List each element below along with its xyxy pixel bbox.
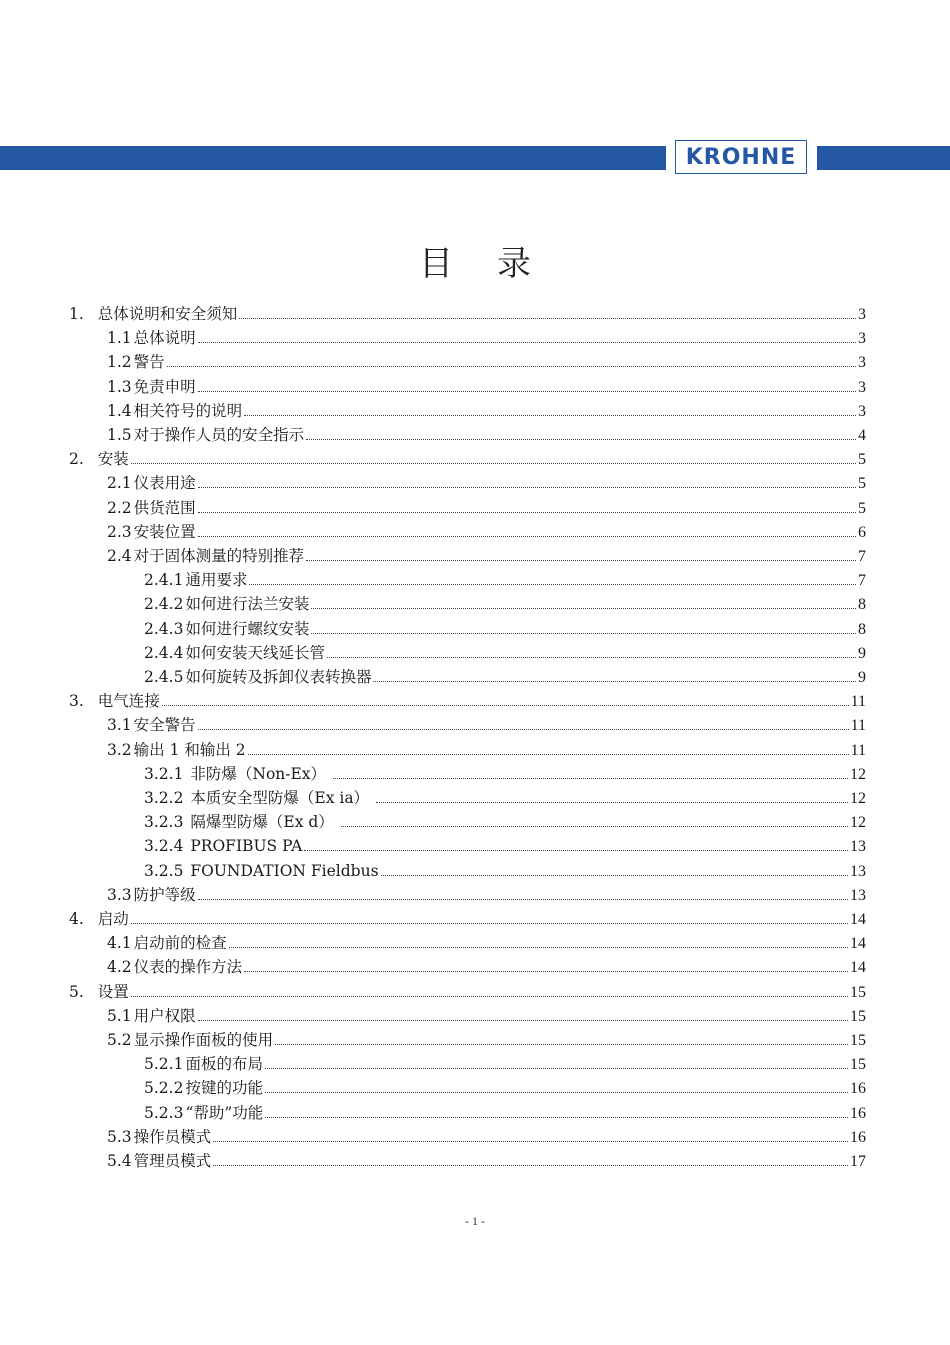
toc-entry[interactable] xyxy=(107,425,866,445)
toc-entry-label: “帮助”功能 xyxy=(185,1103,264,1122)
toc-entry-page: 15 xyxy=(850,1007,866,1025)
toc-entry-number: 5.2.3 xyxy=(144,1103,184,1122)
toc-leader-dots xyxy=(198,522,856,537)
toc-entry-label: 安装 xyxy=(97,450,129,469)
toc-entry-number: 5.4 xyxy=(107,1152,132,1170)
toc-entry-page: 9 xyxy=(858,644,866,662)
toc-entry-number: 5.1 xyxy=(107,1006,132,1025)
toc-entry-label: 按键的功能 xyxy=(185,1079,263,1098)
toc-entry-label: 面板的布局 xyxy=(185,1055,263,1074)
toc-entry-page: 7 xyxy=(858,548,866,565)
toc-entry[interactable] xyxy=(144,764,866,784)
toc-entry-label: 防护等级 xyxy=(133,885,196,904)
toc-entry[interactable] xyxy=(144,570,866,590)
toc-entry-number: 4. xyxy=(69,910,84,928)
toc-entry-label: 如何安装天线延长管 xyxy=(185,643,325,662)
toc-leader-dots xyxy=(167,352,856,367)
toc-entry[interactable] xyxy=(69,304,866,324)
toc-entry-page: 14 xyxy=(850,959,866,977)
toc-entry-number: 1.4 xyxy=(107,401,132,420)
toc-entry[interactable] xyxy=(107,377,866,397)
header-bar-left xyxy=(0,146,666,170)
toc-entry-label: 启动 xyxy=(97,910,129,928)
toc-entry-label: 用户权限 xyxy=(133,1006,196,1025)
toc-entry-number: 1.3 xyxy=(107,377,132,396)
toc-entry-label: 设置 xyxy=(97,982,129,1001)
toc-entry-page: 13 xyxy=(850,838,866,856)
toc-entry-number: 3.2.4 xyxy=(144,837,184,856)
toc-entry-label: 总体说明和安全须知 xyxy=(97,305,238,323)
toc-entry-page: 8 xyxy=(858,620,866,638)
toc-entry-page: 12 xyxy=(850,814,866,832)
toc-entry-number: 1.2 xyxy=(107,353,132,372)
toc-leader-dots xyxy=(265,1078,848,1093)
toc-entry[interactable] xyxy=(107,933,866,953)
toc-entry-page: 9 xyxy=(858,669,866,686)
toc-leader-dots xyxy=(244,401,856,416)
toc-entry[interactable] xyxy=(144,836,866,856)
toc-entry-page: 12 xyxy=(850,765,866,783)
toc-entry-page: 3 xyxy=(858,378,866,396)
toc-entry-page: 13 xyxy=(850,862,866,880)
toc-leader-dots xyxy=(373,667,856,682)
toc-entry-page: 3 xyxy=(858,402,866,420)
toc-entry-label: 非防爆（Non-Ex） xyxy=(185,764,331,783)
toc-entry-label: 安装位置 xyxy=(133,522,196,541)
toc-entry-label: 本质安全型防爆（Ex ia） xyxy=(185,789,374,807)
toc-entry[interactable] xyxy=(144,1078,866,1098)
toc-entry-page: 12 xyxy=(850,790,866,807)
toc-entry-label: 如何进行法兰安装 xyxy=(185,595,310,614)
toc-entry-page: 13 xyxy=(850,886,866,904)
toc-leader-dots xyxy=(306,546,856,561)
toc-entry-label: 相关符号的说明 xyxy=(133,401,243,420)
toc-entry-page: 11 xyxy=(850,717,866,735)
toc-entry[interactable] xyxy=(144,812,866,832)
toc-entry-page: 17 xyxy=(850,1153,866,1170)
toc-entry-page: 3 xyxy=(858,306,866,323)
toc-entry[interactable] xyxy=(144,1103,866,1123)
toc-entry-number: 3. xyxy=(69,692,84,711)
page-number: - 1 - xyxy=(465,1214,485,1228)
toc-entry[interactable] xyxy=(107,328,866,348)
toc-entry[interactable] xyxy=(69,982,866,1002)
toc-entry-page: 15 xyxy=(850,983,866,1001)
toc-entry-label: FOUNDATION Fieldbus xyxy=(185,861,379,880)
toc-leader-dots xyxy=(275,1030,848,1045)
toc-entry-label: 显示操作面板的使用 xyxy=(133,1031,274,1049)
toc-entry[interactable] xyxy=(69,449,866,469)
toc-leader-dots xyxy=(327,643,856,658)
toc-entry-page: 8 xyxy=(858,596,866,614)
toc-entry-label: 供货范围 xyxy=(133,498,196,517)
toc-entry-label: 如何旋转及拆卸仪表转换器 xyxy=(185,668,372,686)
toc-entry-label: 免责申明 xyxy=(133,377,196,396)
toc-leader-dots xyxy=(213,1127,848,1142)
toc-leader-dots xyxy=(229,933,848,948)
toc-entry[interactable] xyxy=(144,1054,866,1074)
toc-entry[interactable] xyxy=(69,691,866,711)
toc-entry[interactable] xyxy=(107,352,866,372)
toc-entry-number: 3.1 xyxy=(107,716,132,735)
toc-entry[interactable] xyxy=(107,885,866,905)
toc-leader-dots xyxy=(198,715,849,730)
toc-entry-number: 3.2 xyxy=(107,740,132,759)
toc-leader-dots xyxy=(198,377,856,392)
toc-entry-number: 2.2 xyxy=(107,498,132,517)
toc-leader-dots xyxy=(244,957,848,972)
toc-entry-number: 4.2 xyxy=(107,958,132,977)
toc-leader-dots xyxy=(265,1103,848,1118)
toc-entry-number: 5.2 xyxy=(107,1031,132,1049)
toc-entry[interactable] xyxy=(144,594,866,614)
toc-entry-page: 4 xyxy=(858,427,866,444)
toc-entry-number: 5.3 xyxy=(107,1127,132,1146)
toc-entry-number: 3.2.3 xyxy=(144,813,184,832)
toc-entry-page: 7 xyxy=(858,572,866,590)
toc-leader-dots xyxy=(311,619,856,634)
toc-leader-dots xyxy=(376,788,848,803)
toc-entry-number: 5.2.2 xyxy=(144,1079,184,1098)
toc-entry-page: 5 xyxy=(858,475,866,493)
toc-entry-number: 2.3 xyxy=(107,522,132,541)
toc-entry-number: 2.4 xyxy=(107,547,132,565)
toc-entry-page: 5 xyxy=(858,451,866,469)
toc-entry-number: 3.2.2 xyxy=(144,789,184,807)
toc-entry[interactable] xyxy=(107,740,866,760)
krohne-logo: KROHNE xyxy=(675,140,807,174)
toc-leader-dots xyxy=(248,740,849,755)
toc-entry-page: 16 xyxy=(850,1128,866,1146)
toc-leader-dots xyxy=(131,909,848,924)
toc-leader-dots xyxy=(198,473,856,488)
toc-entry-label: 对于固体测量的特别推荐 xyxy=(133,547,305,565)
toc-leader-dots xyxy=(198,1006,848,1021)
toc-entry-number: 5.2.1 xyxy=(144,1055,184,1074)
toc-leader-dots xyxy=(265,1054,848,1069)
toc-entry-page: 14 xyxy=(850,935,866,953)
toc-entry[interactable] xyxy=(144,861,866,881)
toc-entry-number: 5. xyxy=(69,982,84,1001)
toc-leader-dots xyxy=(333,764,848,779)
toc-leader-dots xyxy=(213,1151,848,1166)
toc-entry-label: 如何进行螺纹安装 xyxy=(185,619,310,638)
toc-entry-page: 16 xyxy=(850,1104,866,1122)
toc-entry-number: 2.4.5 xyxy=(144,668,184,686)
toc-entry[interactable] xyxy=(107,546,866,566)
toc-entry[interactable] xyxy=(107,1030,866,1050)
toc-leader-dots xyxy=(162,691,849,706)
toc-entry[interactable] xyxy=(144,667,866,687)
toc-entry[interactable] xyxy=(107,1127,866,1147)
toc-leader-dots xyxy=(249,570,856,585)
toc-leader-dots xyxy=(341,812,848,827)
toc-entry[interactable] xyxy=(144,643,866,663)
toc-entry[interactable] xyxy=(107,498,866,518)
toc-entry-number: 2.1 xyxy=(107,474,132,493)
toc-entry-number: 3.3 xyxy=(107,885,132,904)
toc-entry-label: 仪表的操作方法 xyxy=(133,958,243,977)
toc-entry-label: 电气连接 xyxy=(97,692,160,711)
toc-entry[interactable] xyxy=(107,401,866,421)
page-title: 目录 xyxy=(419,244,575,284)
toc-entry-page: 3 xyxy=(858,354,866,372)
toc-leader-dots xyxy=(131,449,856,464)
toc-entry-page: 6 xyxy=(858,523,866,541)
toc-entry-page: 3 xyxy=(858,330,866,348)
toc-entry[interactable] xyxy=(107,1151,866,1171)
toc-entry-number: 1.1 xyxy=(107,329,132,348)
toc-leader-dots xyxy=(198,498,856,513)
toc-entry-label: 管理员模式 xyxy=(133,1152,212,1170)
toc-entry-label: 通用要求 xyxy=(185,571,248,590)
toc-entry-number: 2. xyxy=(69,450,84,469)
toc-entry[interactable] xyxy=(107,957,866,977)
toc-entry-label: PROFIBUS PA xyxy=(185,837,303,856)
toc-leader-dots xyxy=(306,425,856,440)
toc-entry-label: 操作员模式 xyxy=(133,1127,212,1146)
toc-entry-label: 对于操作人员的安全指示 xyxy=(133,426,305,444)
toc-leader-dots xyxy=(198,885,848,900)
toc-entry[interactable] xyxy=(107,473,866,493)
toc-entry-number: 2.4.3 xyxy=(144,619,184,638)
toc-entry-number: 2.4.2 xyxy=(144,595,184,614)
toc-entry[interactable] xyxy=(144,788,866,808)
toc-entry-label: 输出 1 和输出 2 xyxy=(133,740,246,759)
toc-entry-page: 5 xyxy=(858,499,866,517)
toc-entry-number: 1. xyxy=(69,305,84,323)
toc-entry-page: 11 xyxy=(850,693,866,711)
toc-entry-number: 3.2.5 xyxy=(144,861,184,880)
toc-entry[interactable] xyxy=(69,909,866,929)
toc-entry-label: 启动前的检查 xyxy=(133,934,227,953)
toc-entry-number: 4.1 xyxy=(107,934,132,953)
toc-entry[interactable] xyxy=(144,619,866,639)
toc-entry-label: 隔爆型防爆（Ex d） xyxy=(185,813,339,832)
toc-entry-label: 警告 xyxy=(133,353,165,372)
toc-entry-label: 总体说明 xyxy=(133,329,196,348)
toc-leader-dots xyxy=(304,836,848,851)
toc-leader-dots xyxy=(239,304,856,319)
toc-entry-page: 14 xyxy=(850,911,866,928)
toc-entry-number: 2.4.1 xyxy=(144,571,184,590)
toc-leader-dots xyxy=(131,982,848,997)
toc-entry-page: 11 xyxy=(850,741,866,759)
toc-leader-dots xyxy=(381,861,848,876)
header-bar-right xyxy=(817,146,950,170)
toc-entry[interactable] xyxy=(107,522,866,542)
toc-entry-number: 1.5 xyxy=(107,426,132,444)
toc-leader-dots xyxy=(311,594,856,609)
toc-entry-label: 仪表用途 xyxy=(133,474,196,493)
toc-entry[interactable] xyxy=(107,715,866,735)
toc-entry-number: 2.4.4 xyxy=(144,643,184,662)
toc-entry-page: 16 xyxy=(850,1080,866,1098)
toc-leader-dots xyxy=(198,328,856,343)
toc-entry-page: 15 xyxy=(850,1056,866,1074)
toc-entry-number: 3.2.1 xyxy=(144,764,184,783)
toc-entry-label: 安全警告 xyxy=(133,716,196,735)
toc-entry[interactable] xyxy=(107,1006,866,1026)
toc-entry-page: 15 xyxy=(850,1032,866,1049)
